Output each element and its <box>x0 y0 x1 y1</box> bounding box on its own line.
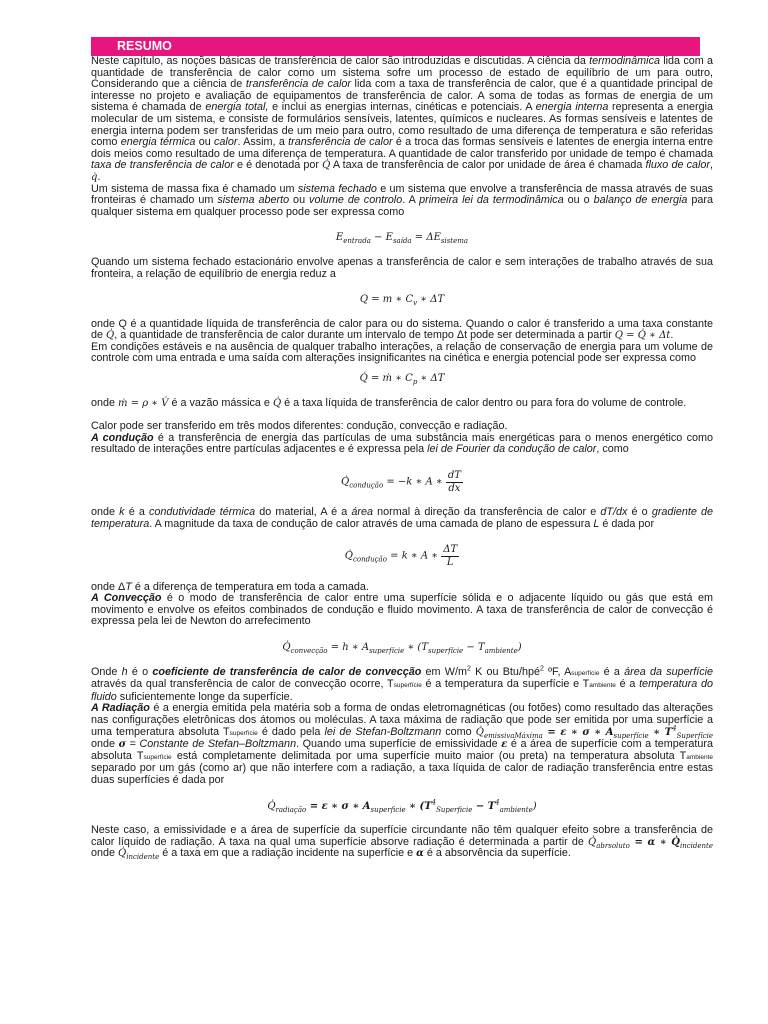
equation-newton-cooling: $Q̇_{convecção} = h$ ∗ $A_{superfície}$ ∗ $(T_{superfície} - T_{ambiente})$ <box>282 641 522 655</box>
equation-conduction-plane: $Q̇_{condução} = k$ ∗ A ∗ $\frac{\Delta T}{L}$ <box>344 544 458 568</box>
equation-heat-flow: Q̇ = ṁ ∗ $C_p$ ∗ ΔT <box>359 373 445 387</box>
equation-net-radiation: $Q̇_{radiação} = \varepsilon$ ∗ σ ∗ $A_{superficie}$ ∗ $(T^4_{Superficie} - T^4_{ambiente})$ <box>267 798 537 814</box>
section-header-resumo <box>91 37 700 56</box>
paragraph-systems: Um sistema de massa fixa é chamado um sistema fechado e um sistema que envolve a transferência de massa através de suas fronteiras é chamado um sistema aberto ou volume de controlo. A primeira lei da termodinâmica ou o balanço de energia para qualquer sistema em qualquer processo pode ser expressa como <box>91 182 713 218</box>
paragraph-temp-diff: onde ΔT é a diferença de temperatura em toda a camada. <box>91 580 369 593</box>
paragraph-mass-flow: onde ṁ = ρ ∗ V̇ é a vazão mássica e Q̇ é a taxa líquida de transferência de calor dentro ou para fora do volume de controle. <box>91 396 687 409</box>
paragraph-convection-coef: Onde h é o coeficiente de transferência de calor de convecção em $W/m^2$ K ou Btu/hpé$^2$ ºF, Asuperfície é a área da superfície através da qual transferência de calor de convecção ocorre, Tsuperfície é a temperatura da superfície e Tambiente é a temperatura do fluido suficientemente longe da superfície. <box>91 664 714 703</box>
section-title: RESUMO <box>117 39 172 53</box>
paragraph-steady: Em condições estáveis e na ausência de qualquer trabalho interações, a relação de conservação de energia para um volume de controle com uma entrada e uma saída com alterações insignificantes na cinética e energia potencial pode ser expressa como <box>91 340 713 365</box>
paragraph-conduction: A condução é a transferência de energia das partículas de uma substância mais energéticas para o menos energético como resultado de interações entre partículas adjacentes e é expressa pela lei de Fourier da condução de calor, como <box>91 431 713 456</box>
paragraph-closed-system: Quando um sistema fechado estacionário envolve apenas a transferência de calor e sem interações de trabalho através de sua fronteira, a relação de equilíbrio de energia reduz a <box>91 255 713 280</box>
paragraph-intro: Neste capítulo, as noções básicas de transferência de calor são introduzidas e discutidas. A ciência da termodinâmica lida com a quantidade de transferência de calor como um sistema sofre um processo de estado de equilíbrio de um para outro, Considerando que a ciência de transferência de calor lida com a taxa de transferência de calor, que é a quantidade principal de interesse no projeto e avaliação de equipamentos de transferência de calor. A soma de todas as formas de energia de um sistema é chamada de energia total, e inclui as energias internas, cinéticas e potenciais. A energia interna representa a energia molecular de um sistema, e consiste de formulários sensíveis, latentes, químicos e nucleares. As formas sensíveis e latentes de energia interna podem ser transferidas de um meio para outro, como resultado de uma diferença de temperatura e são referidas como energia térmica ou calor. Assim, a transferência de calor é a troca das formas sensíveis e latentes de energia interna entre dois meios como resultado de uma diferença de temperatura. A quantidade de calor transferido por unidade de tempo é chamada taxa de transferência de calor e é denotada por Q̇ A taxa de transferência de calor por unidade de área é chamada fluxo de calor, q̇. <box>91 55 713 183</box>
paragraph-radiation: A Radiação é a energia emitida pela matéria sob a forma de ondas eletromagnéticas (ou fotões) como resultado das alterações nas configurações eletrônicas dos átomos ou moléculas. A taxa máxima de radiação que pode ser emitida por uma superfície a uma temperatura absoluta Tsuperfície é dado pela lei de Stefan-Boltzmann como $Q̇_{emissivaMáxima} = \varepsilon$ ∗ σ ∗ $A_{superfície}$ ∗ $T^4_{Superfície}$ onde σ = Constante de Stefan–Boltzmann. Quando uma superfície de emissividade ε é a área de superfície com a temperatura absoluta Tsuperfície está completamente delimitada por uma superfície muito maior (ou preta) na temperatura absoluta Tambiente separado por um gás (como ar) que não interfere com a radiação, a taxa líquida de calor de radiação transferência entre estas duas superfícies é dada por <box>91 702 714 786</box>
equation-energy-balance: $E_{entrada} - E_{saída} = \Delta E_{sistema}$ <box>335 232 469 246</box>
equation-heat-closed: Q = m ∗ $C_v$ ∗ ΔT <box>359 294 445 308</box>
paragraph-net-heat: onde Q é a quantidade líquida de transferência de calor para ou do sistema. Quando o calor é transferido a uma taxa constante de Q̇, a quantidade de transferência de calor durante um intervalo de tempo Δt pode ser determinada a partir Q = Q̇ ∗ Δt. <box>91 317 713 342</box>
paragraph-modes: Calor pode ser transferido em três modos diferentes: condução, convecção e radiação. <box>91 420 508 433</box>
paragraph-absorption: Neste caso, a emissividade e a área de superfície da superfície circundante não têm qualquer efeito sobre a transferência de calor líquido de radiação. A taxa na qual uma superfície absorve radiação é determinada a partir de $Q̇_{abrsoluto} = \alpha$ ∗ $Q̇_{incidente}$ onde $Q̇_{incidente}$ é a taxa em que a radiação incidente na superfície e α é a absorvência da superfície. <box>91 824 713 862</box>
document-body <box>91 56 713 860</box>
equation-fourier: $Q̇_{condução} = -k$ ∗ A ∗ $\frac{dT}{dx}$ <box>341 470 461 494</box>
paragraph-conductivity: onde k é a condutividade térmica do material, A é a área normal à direção da transferência de calor e dT/dx é o gradiente de temperatura. A magnitude da taxa de condução de calor através de uma camada de plano de espessura L é dada por <box>91 506 713 530</box>
paragraph-convection: A Convecção é o modo de transferência de calor entre uma superfície sólida e o adjacente líquido ou gás que está em movimento e envolve os efeitos combinados de condução e fluido movimento. A taxa de transferência de calor de convecção é expressa pela lei de Newton do arrefecimento <box>91 592 713 628</box>
